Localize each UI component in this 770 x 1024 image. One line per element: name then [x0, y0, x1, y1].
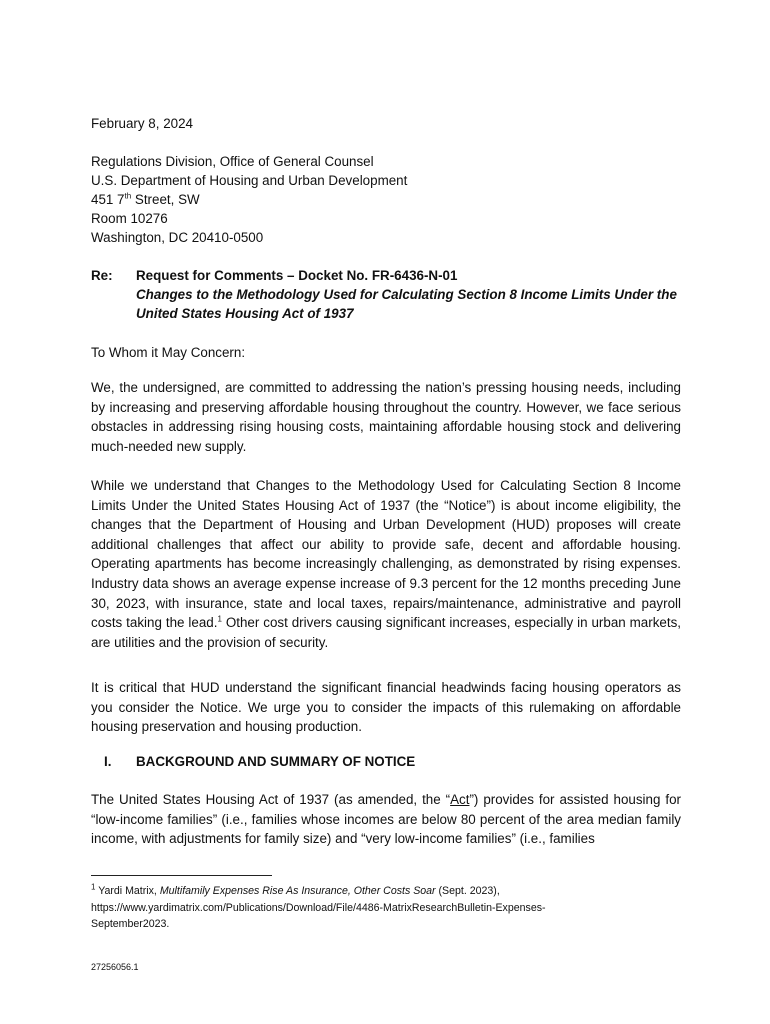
letter-date: February 8, 2024 — [91, 116, 193, 131]
paragraph-methodology-continued: Other cost drivers causing significant increases, especially in urban markets, are utilities and the provision of security. — [91, 615, 681, 650]
paragraph-headwinds: It is critical that HUD understand the significant financial headwinds facing housing operators as you consider the Notice. We urge you to consider the impacts of this rulemaking on affordable housing preservation and housing production. — [91, 680, 681, 735]
recipient-department: U.S. Department of Housing and Urban Development — [91, 173, 408, 188]
re-docket: Request for Comments – Docket No. FR-6436-N-01 — [136, 268, 458, 283]
footnote-url-continued[interactable]: September2023. — [91, 918, 170, 930]
re-subject — [136, 266, 696, 323]
paragraph-methodology — [91, 476, 681, 652]
street-number: 451 7 — [91, 192, 125, 207]
re-label: Re: — [91, 268, 113, 283]
re-title-line1: Changes to the Methodology Used for Calculating Section 8 Income Limits Under the — [136, 287, 677, 302]
paragraph-act — [91, 790, 681, 849]
paragraph-methodology-text: While we understand that Changes to the Methodology Used for Calculating Section 8 Income Limits Under the United States Housing Act of 1937 (the “Notice”) is about income eligibility, the changes that the Department of Housing and Urban Development (HUD) proposes will create additional challenges that affect our ability to provide safe, decent and affordable housing. Operating apartments has become increasingly challenging, as demonstrated by rising expenses. Industry data shows an average expense increase of 9.3 percent for the 12 months preceding June 30, 2023, with insurance, state and local taxes, repairs/maintenance, administrative and payroll costs taking the lead. — [91, 478, 681, 631]
street-ordinal: th — [124, 191, 132, 201]
recipient-room: Room 10276 — [91, 211, 168, 226]
footnote-divider — [91, 875, 272, 876]
footnote-reference[interactable]: 1 — [217, 614, 222, 624]
footnote-title: Multifamily Expenses Rise As Insurance, Other Costs Soar — [159, 885, 436, 897]
recipient-street — [91, 190, 200, 209]
footnote-citation — [91, 883, 691, 900]
footnote-author: Yardi Matrix, — [95, 885, 160, 897]
paragraph-act-text: The United States Housing Act of 1937 (as amended, the “ — [91, 792, 451, 807]
footnote-number: 1 — [91, 882, 96, 892]
section-heading: BACKGROUND AND SUMMARY OF NOTICE — [136, 754, 416, 769]
paragraph-commitment: We, the undersigned, are committed to addressing the nation’s pressing housing needs, including by increasing and preserving affordable housing throughout the country. However, we face serious obstacles in addressing rising housing costs, maintaining affordable housing stock and delivering much-needed new supply. — [91, 380, 681, 454]
salutation: To Whom it May Concern: — [91, 345, 246, 360]
recipient-city: Washington, DC 20410-0500 — [91, 230, 264, 245]
re-title-line2: United States Housing Act of 1937 — [136, 306, 354, 321]
paragraph-act-continued: ”) provides for assisted housing for “low-income families” (i.e., families whose incomes are below 80 percent of the area median family income, with adjustments for family size) and “very low-income families” (i.e., families — [91, 792, 682, 847]
act-link[interactable]: Act — [450, 792, 470, 807]
footnote — [91, 883, 691, 933]
footnote-url[interactable]: https://www.yardimatrix.com/Publications/Download/File/4486-MatrixResearchBulletin-Expenses- — [91, 901, 546, 914]
footnote-date: (Sept. 2023), — [435, 885, 500, 897]
recipient-office: Regulations Division, Office of General Counsel — [91, 154, 374, 169]
section-number: I. — [104, 754, 112, 769]
street-name: Street, SW — [131, 192, 200, 207]
document-id: 27256056.1 — [91, 962, 139, 972]
